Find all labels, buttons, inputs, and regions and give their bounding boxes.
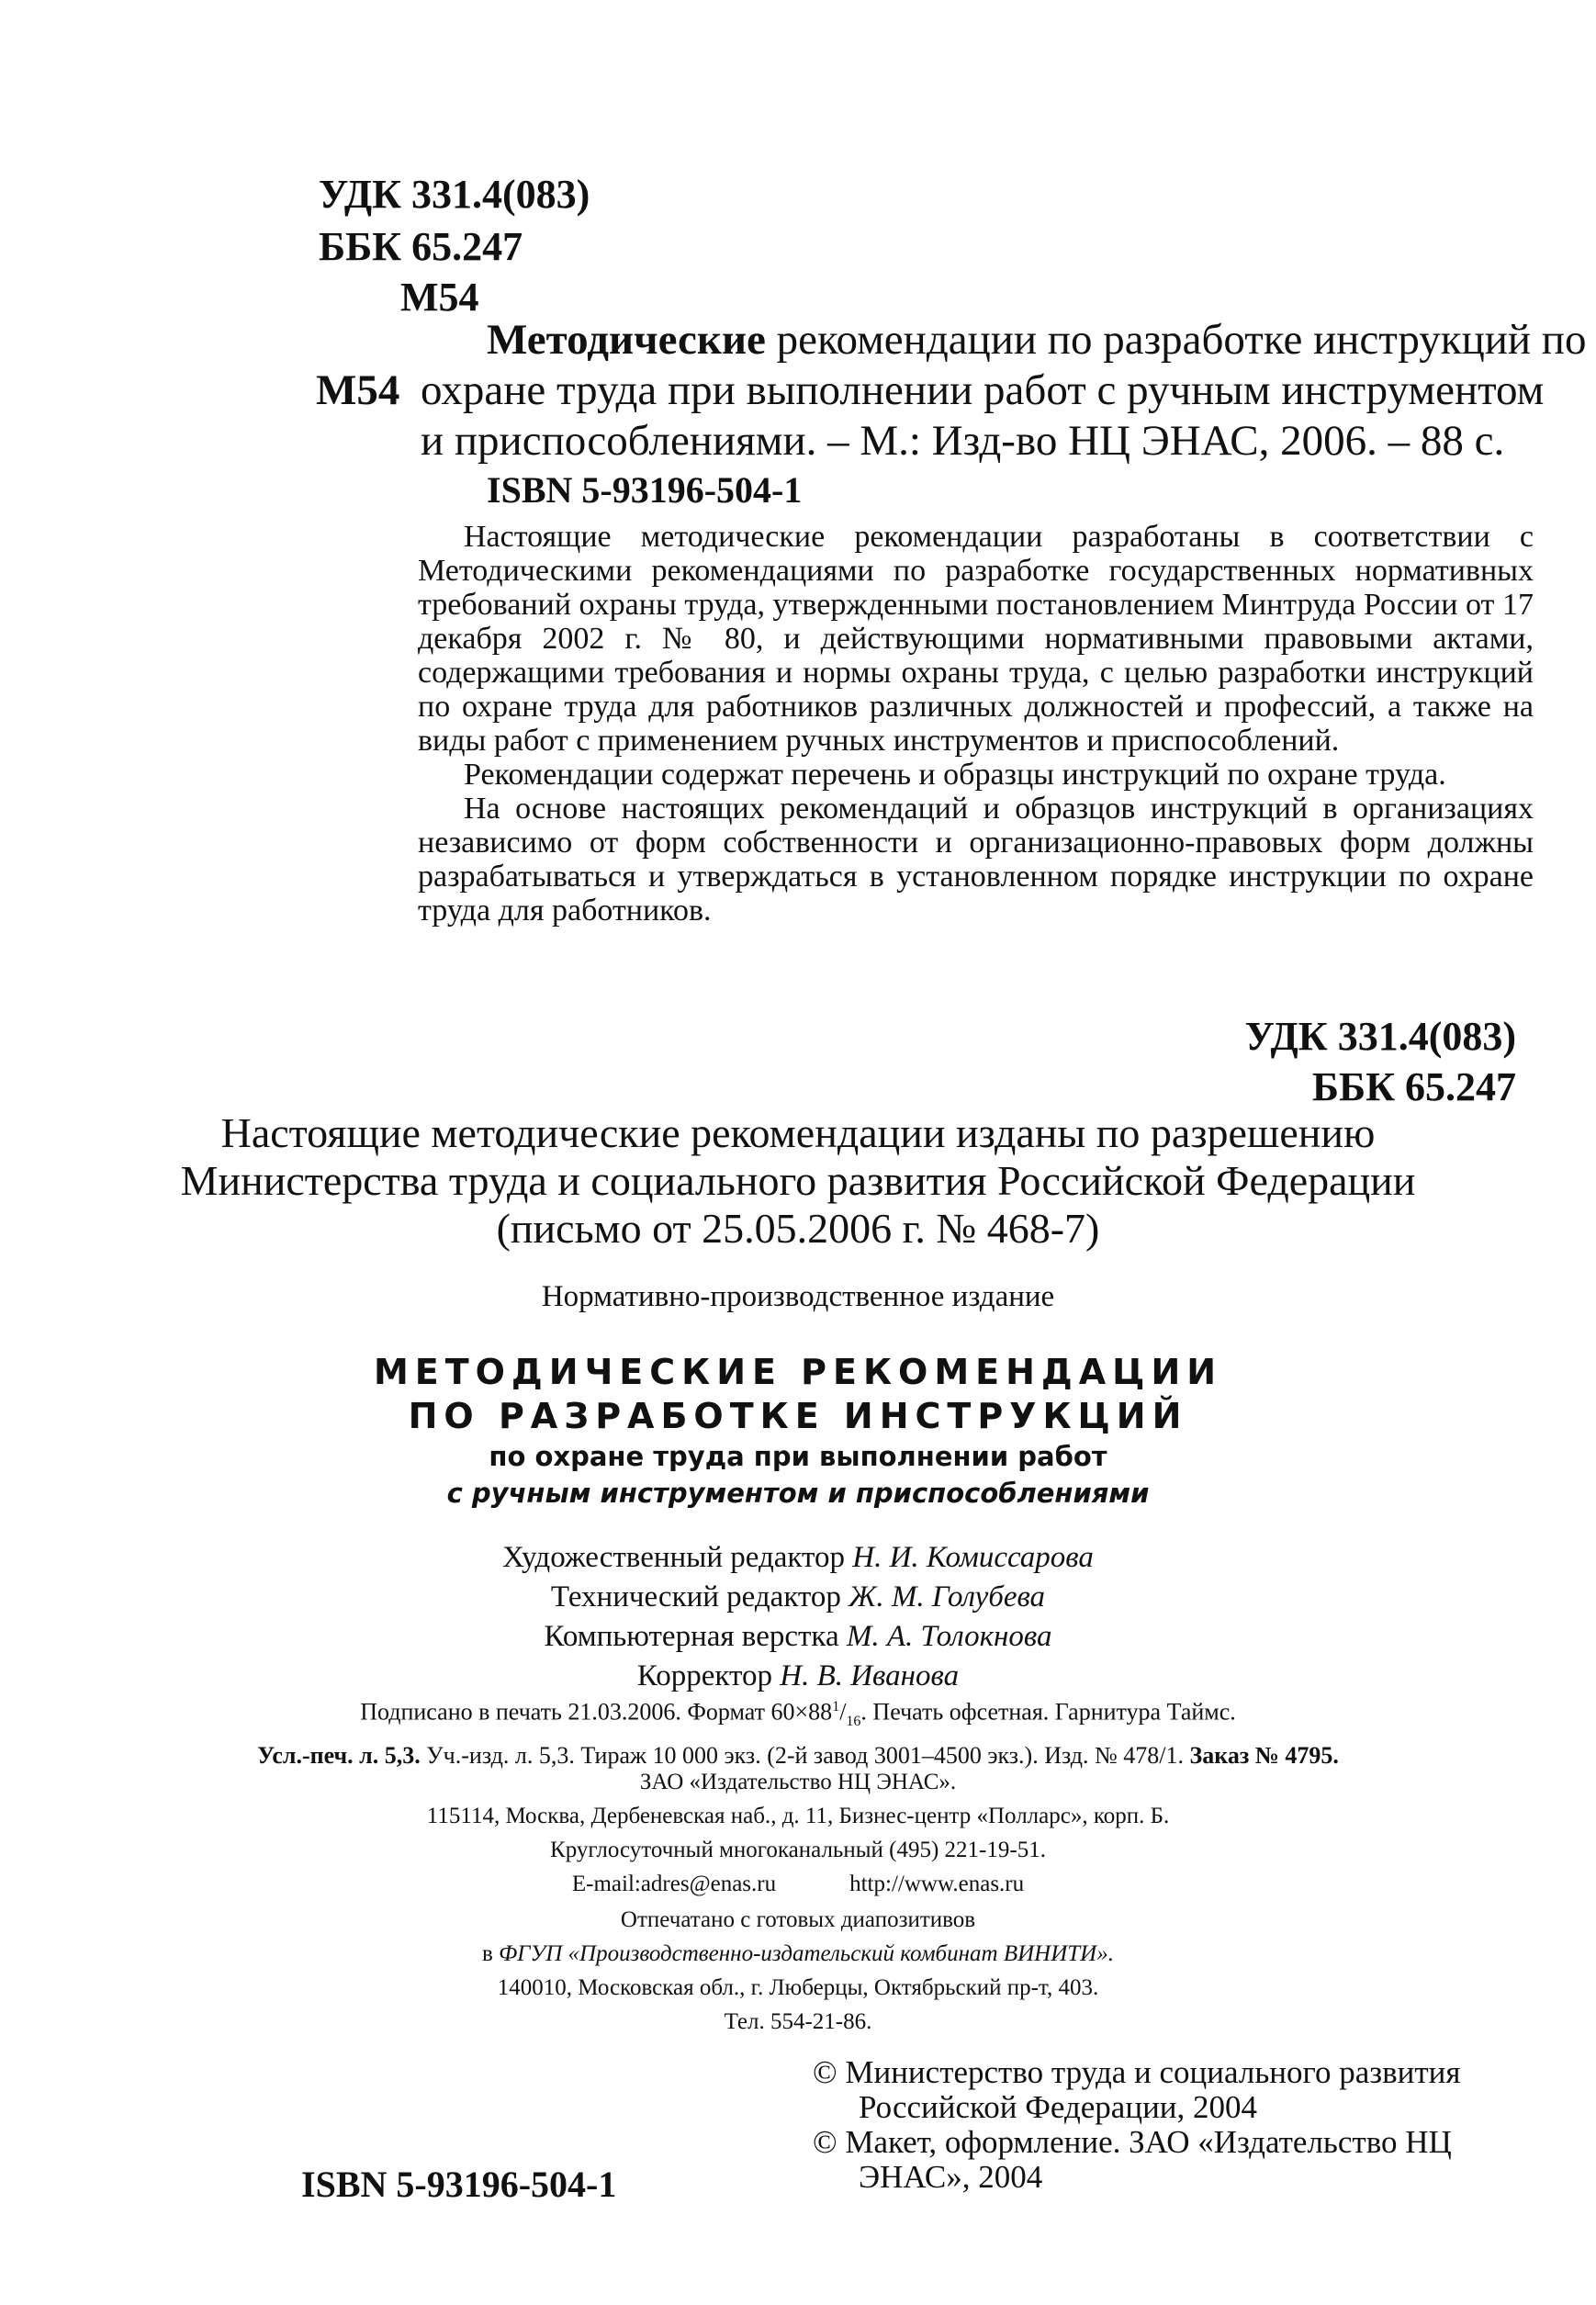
copyright-block <box>813 2055 1520 2195</box>
entry-isbn: ISBN 5-93196-504-1 <box>487 469 803 511</box>
publisher-address: 115114, Москва, Дербеневская наб., д. 11, Бизнес-центр «Полларс», корп. Б. <box>426 1804 1170 1828</box>
publisher-phone: Круглосуточный многоканальный (495) 221-19-51. <box>550 1838 1046 1862</box>
credit-role: Компьютерная верстка <box>544 1620 847 1653</box>
printer-line-2 <box>0 1937 1596 1971</box>
book-subtitle-line-1: по охране труда при выполнении работ <box>489 1441 1107 1472</box>
permission-notice <box>0 1109 1596 1253</box>
publisher-email[interactable]: E-mail:adres@enas.ru <box>571 1872 777 1896</box>
abstract-paragraph-3: На основе настоящих рекомендаций и образцов инструкций в организациях независимо от форм собственности и организационно-правовых форм должны разрабатываться и утверждаться в установленном порядке инструкции по охране труда для работников. <box>418 792 1534 928</box>
print-info-line-1: Подписано в печать 21.03.2006. Формат $60\times 88^1/_{16}$. Печать офсетная. Гарнитура Таймс. <box>360 1698 1236 1729</box>
entry-line-1 <box>487 315 1586 365</box>
publisher-contacts <box>0 1867 1596 1901</box>
entry-title-bold: Методические <box>487 316 766 364</box>
credit-layout <box>0 1617 1596 1657</box>
publisher-name: ЗАО «Издательство НЦ ЭНАС». <box>639 1770 957 1794</box>
printer-info <box>0 1903 1596 2039</box>
book-title-line-2: ПО РАЗРАБОТКЕ ИНСТРУКЦИЙ <box>408 1396 1188 1436</box>
printer-address: 140010, Московская обл., г. Люберцы, Октябрьский пр-т, 403. <box>497 1975 1099 2000</box>
entry-line-3: и приспособлениями. – М.: Изд-во НЦ ЭНАС, 2006. – 88 с. <box>421 417 1505 465</box>
printer-phone: Тел. 554-21-86. <box>724 2009 872 2034</box>
author-sign: М54 <box>400 275 479 320</box>
bbk-code: ББК 65.247 <box>319 224 523 269</box>
permission-line-1: Настоящие методические рекомендации изданы по разрешению <box>220 1109 1376 1156</box>
copyright-layout: © Макет, оформление. ЗАО «Издательство НЦ ЭНАС», 2004 <box>813 2124 1452 2195</box>
print-info-order: Заказ № 4795. <box>1189 1741 1339 1769</box>
print-info-format: Подписано в печать 21.03.2006. Формат 60×88 <box>360 1698 833 1726</box>
abstract <box>418 520 1534 928</box>
printer-line-1: Отпечатано с готовых диапозитивов <box>620 1907 976 1932</box>
credit-role: Технический редактор <box>550 1580 849 1614</box>
publisher-website[interactable]: http://www.enas.ru <box>849 1872 1025 1896</box>
udk-code: УДК 331.4(083) <box>319 172 590 217</box>
permission-line-3: (письмо от 25.05.2006 г. № 468-7) <box>496 1205 1100 1252</box>
bbk-code-right: ББК 65.247 <box>1311 1064 1516 1109</box>
printer-name: ФГУП «Производственно-издательский комбинат ВИНИТИ». <box>499 1941 1114 1966</box>
udk-code-right: УДК 331.4(083) <box>1244 1014 1516 1059</box>
book-title-line-1: МЕТОДИЧЕСКИЕ РЕКОМЕНДАЦИИ <box>373 1352 1223 1392</box>
print-info-sheets: Усл.-печ. л. 5,3. <box>257 1741 421 1769</box>
entry-title-rest: рекомендации по разработке инструкций по <box>765 316 1587 364</box>
abstract-paragraph-2: Рекомендации содержат перечень и образцы инструкций по охране труда. <box>464 758 1446 792</box>
credit-art-editor <box>0 1538 1596 1578</box>
format-fraction-numerator: 1 <box>832 1699 840 1715</box>
side-sign: М54 <box>316 366 400 414</box>
format-fraction-denominator: 16 <box>846 1713 861 1729</box>
credit-name: М. А. Толокнова <box>846 1620 1052 1653</box>
footer-isbn: ISBN 5-93196-504-1 <box>301 2164 617 2205</box>
print-info-circulation: Уч.-изд. л. 5,3. Тираж 10 000 экз. (2-й завод 3001–4500 экз.). Изд. № 478/1. <box>420 1741 1190 1769</box>
credits <box>0 1538 1596 1696</box>
edition-type: Нормативно-производственное издание <box>541 1280 1055 1313</box>
print-info <box>0 1690 1596 1772</box>
credit-name: Ж. М. Голубева <box>849 1580 1046 1614</box>
printer-prefix: в <box>482 1941 500 1966</box>
credit-role: Художественный редактор <box>502 1541 853 1574</box>
permission-line-2: Министерства труда и социального развития Российской Федерации <box>180 1157 1416 1204</box>
abstract-paragraph-1: Настоящие методические рекомендации разработаны в соответствии с Методическими рекомендациями по разработке государственных нормативных требований охраны труда, утвержденными постановлением Минтруда России от 17 декабря 2002 г. № 80, и действующими нормативными правовыми актами, содержащими требования и нормы охраны труда, с целью разработки инструкций по охране труда для работников различных должностей и профессий, а также на виды работ с применением ручных инструментов и приспособлений. <box>418 520 1534 758</box>
credit-role: Корректор <box>636 1659 781 1692</box>
book-subtitle-line-2: с ручным инструментом и приспособлениями <box>446 1478 1150 1509</box>
book-title <box>0 1350 1596 1512</box>
publisher-info <box>0 1765 1596 1901</box>
print-info-type: . Печать офсетная. Гарнитура Таймс. <box>860 1698 1236 1726</box>
credit-tech-editor <box>0 1578 1596 1617</box>
entry-line-2: охране труда при выполнении работ с ручным инструментом <box>421 366 1545 414</box>
credit-name: Н. И. Комиссарова <box>852 1541 1094 1574</box>
credit-name: Н. В. Иванова <box>780 1659 960 1692</box>
copyright-ministry: © Министерство труда и социального развития Российской Федерации, 2004 <box>813 2054 1461 2125</box>
